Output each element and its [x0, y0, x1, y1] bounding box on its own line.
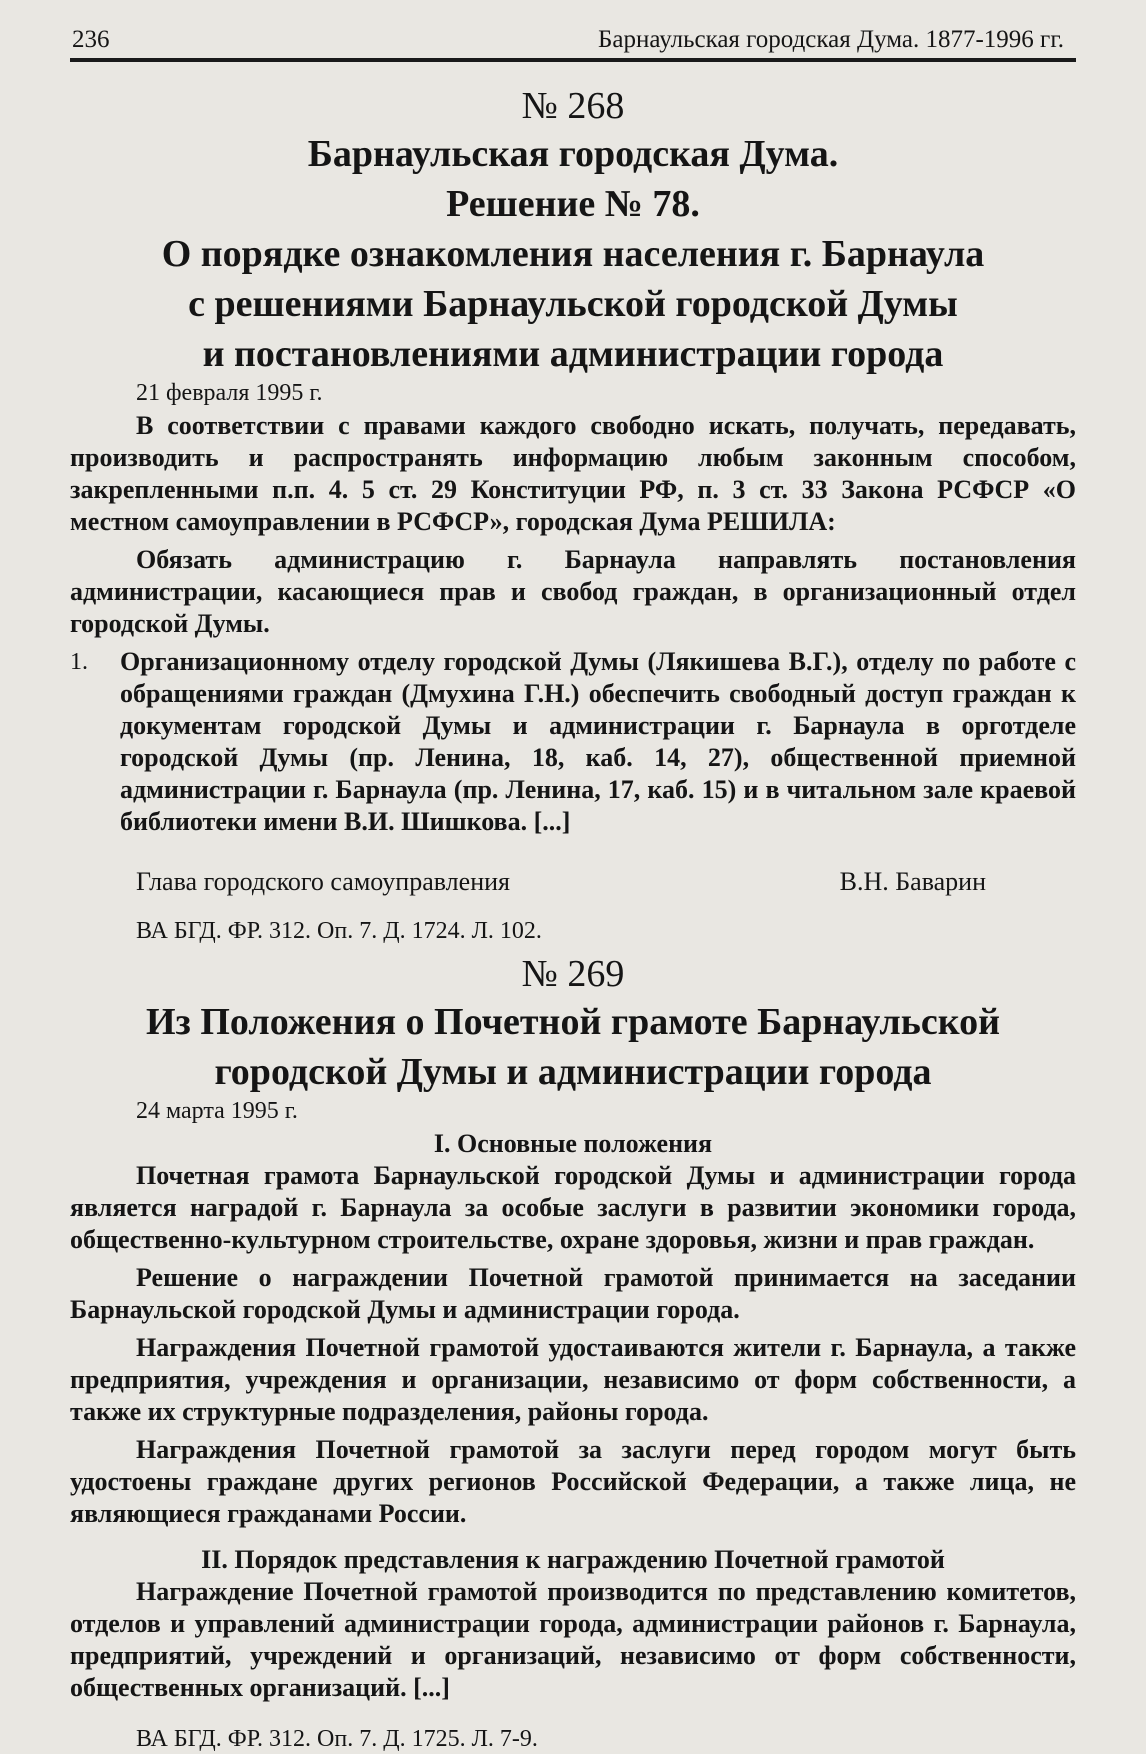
signature-block	[70, 866, 1076, 898]
body-paragraph: Награждения Почетной грамотой за заслуги перед городом могут быть удостоены граждане других регионов Российской Федерации, а также лица, не являющиеся гражданами России.	[70, 1435, 1076, 1528]
title-line: и постановлениями администрации города	[202, 333, 944, 375]
body-paragraph: Награждения Почетной грамотой удостаиваются жители г. Барнаула, а также предприятия, учреждения и организации, независимо от форм собственности, а также их структурные подразделения, районы города.	[70, 1333, 1076, 1426]
archive-reference: ВА БГД. ФР. 312. Оп. 7. Д. 1724. Л. 102.	[136, 918, 542, 944]
body-paragraph: Почетная грамота Барнаульской городской Думы и администрации города является наградой г. Барнаула за особые заслуги в развитии экономики города, общественно-культурном строительстве, охране здоровья, жизни и прав граждан.	[70, 1161, 1076, 1254]
section-heading: II. Порядок представления к награждению Почетной грамотой	[201, 1545, 945, 1574]
running-header	[70, 18, 1076, 54]
body-paragraph: Награждение Почетной грамотой производится по представлению комитетов, отделов и управлений администрации города, администрации районов г. Барнаула, предприятий, учреждений и организаций, независимо от форм собственности, общественных организаций. [...]	[70, 1577, 1076, 1702]
page-number: 236	[72, 26, 110, 53]
header-rule	[70, 58, 1076, 62]
clause-number: 1.	[70, 649, 88, 675]
section-heading: I. Основные положения	[433, 1129, 713, 1158]
body-paragraph: Решение о награждении Почетной грамотой принимается на заседании Барнаульской городской Думы и администрации города.	[70, 1263, 1076, 1324]
title-line: с решениями Барнаульской городской Думы	[188, 283, 958, 325]
signature-position: Глава городского самоуправления	[136, 867, 510, 896]
document-title	[70, 132, 1076, 376]
document-date: 24 марта 1995 г.	[136, 1098, 298, 1124]
running-title: Барнаульская городская Дума. 1877-1996 гг.	[598, 26, 1064, 53]
document-number: № 268	[521, 85, 625, 127]
title-line: городской Думы и администрации города	[214, 1051, 932, 1093]
clause-text: Организационному отделу городской Думы (Лякишева В.Г.), отделу по работе с обращениями граждан (Дмухина Г.Н.) обеспечить свободный доступ граждан к документам городской Думы и администрации г. Барнаула в орготделе городской Думы (пр. Ленина, 18, каб. 14, 27), общественной приемной администрации г. Барнаула (пр. Ленина, 17, каб. 15) и в читальном зале краевой библиотеки имени В.И. Шишкова. [...]	[120, 647, 1076, 836]
document-268	[70, 84, 1076, 946]
numbered-clause	[70, 646, 1076, 838]
title-line: Барнаульская городская Дума.	[307, 133, 839, 175]
preamble-paragraph: В соответствии с правами каждого свободно искать, получать, передавать, производить и распространять информацию любым законным способом, закрепленными п.п. 4. 5 ст. 29 Конституции РФ, п. 3 ст. 33 Закона РСФСР «О местном самоуправлении в РСФСР», городская Дума РЕШИЛА:	[70, 411, 1076, 536]
document-269	[70, 952, 1076, 1754]
archive-reference: ВА БГД. ФР. 312. Оп. 7. Д. 1725. Л. 7-9.	[136, 1726, 538, 1752]
document-title	[70, 1000, 1076, 1094]
document-number: № 269	[521, 953, 625, 995]
title-line: Решение № 78.	[446, 183, 700, 225]
document-date: 21 февраля 1995 г.	[136, 380, 323, 406]
title-line: О порядке ознакомления населения г. Барнаула	[161, 233, 985, 275]
clause-paragraph: Обязать администрацию г. Барнаула направлять постановления администрации, касающиеся прав и свобод граждан, в организационный отдел городской Думы.	[70, 545, 1076, 638]
title-line: Из Положения о Почетной грамоте Барнаульской	[146, 1001, 1000, 1043]
signature-name: В.Н. Баварин	[839, 867, 986, 896]
